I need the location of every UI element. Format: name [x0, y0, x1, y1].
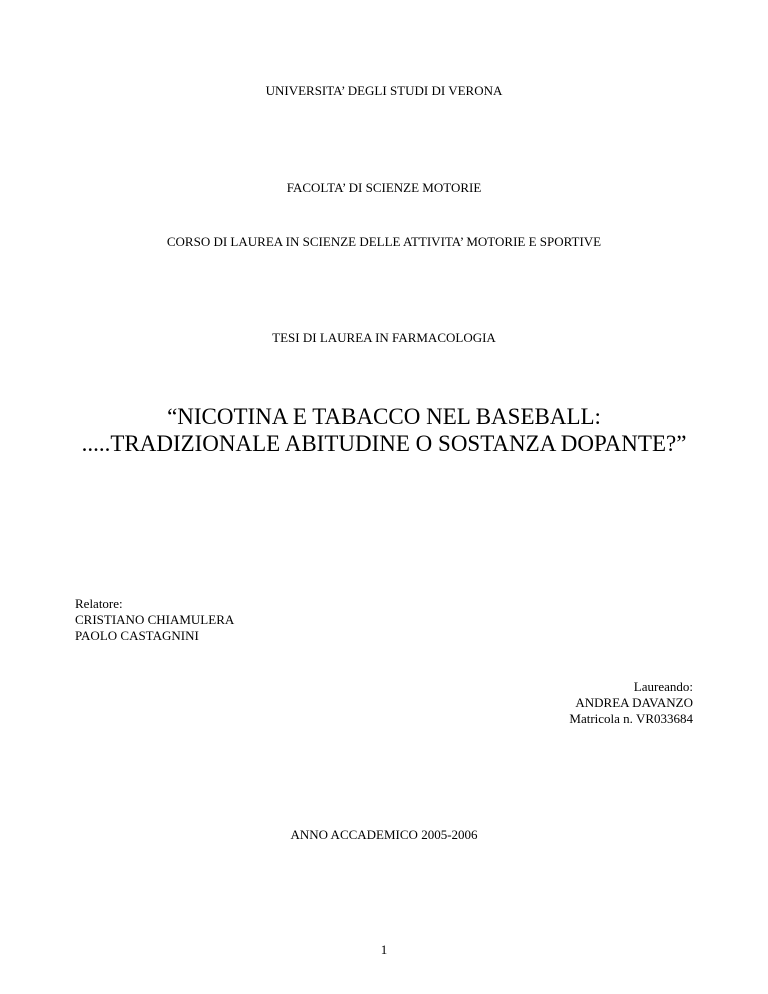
student-id: Matricola n. VR033684	[569, 711, 693, 726]
supervisors-block	[75, 596, 234, 644]
academic-year: ANNO ACCADEMICO 2005-2006	[290, 827, 478, 842]
supervisor-name: PAOLO CASTAGNINI	[75, 628, 199, 643]
candidate-name: ANDREA DAVANZO	[575, 695, 693, 710]
candidate-label: Laureando:	[633, 679, 693, 694]
supervisor-name: CRISTIANO CHIAMULERA	[75, 612, 235, 627]
faculty-name: FACOLTA’ DI SCIENZE MOTORIE	[286, 180, 482, 195]
thesis-title-line-2: .....TRADIZIONALE ABITUDINE O SOSTANZA DOPANTE?”	[81, 431, 687, 456]
university-name: UNIVERSITA’ DEGLI STUDI DI VERONA	[265, 83, 503, 98]
thesis-title-line-1: “NICOTINA E TABACCO NEL BASEBALL:	[167, 404, 601, 429]
thesis-subject: TESI DI LAUREA IN FARMACOLOGIA	[272, 330, 496, 345]
supervisors-label: Relatore:	[75, 596, 123, 611]
degree-course: CORSO DI LAUREA IN SCIENZE DELLE ATTIVITA’ MOTORIE E SPORTIVE	[166, 234, 602, 249]
page-number: 1	[380, 942, 388, 957]
candidate-block	[569, 679, 693, 727]
